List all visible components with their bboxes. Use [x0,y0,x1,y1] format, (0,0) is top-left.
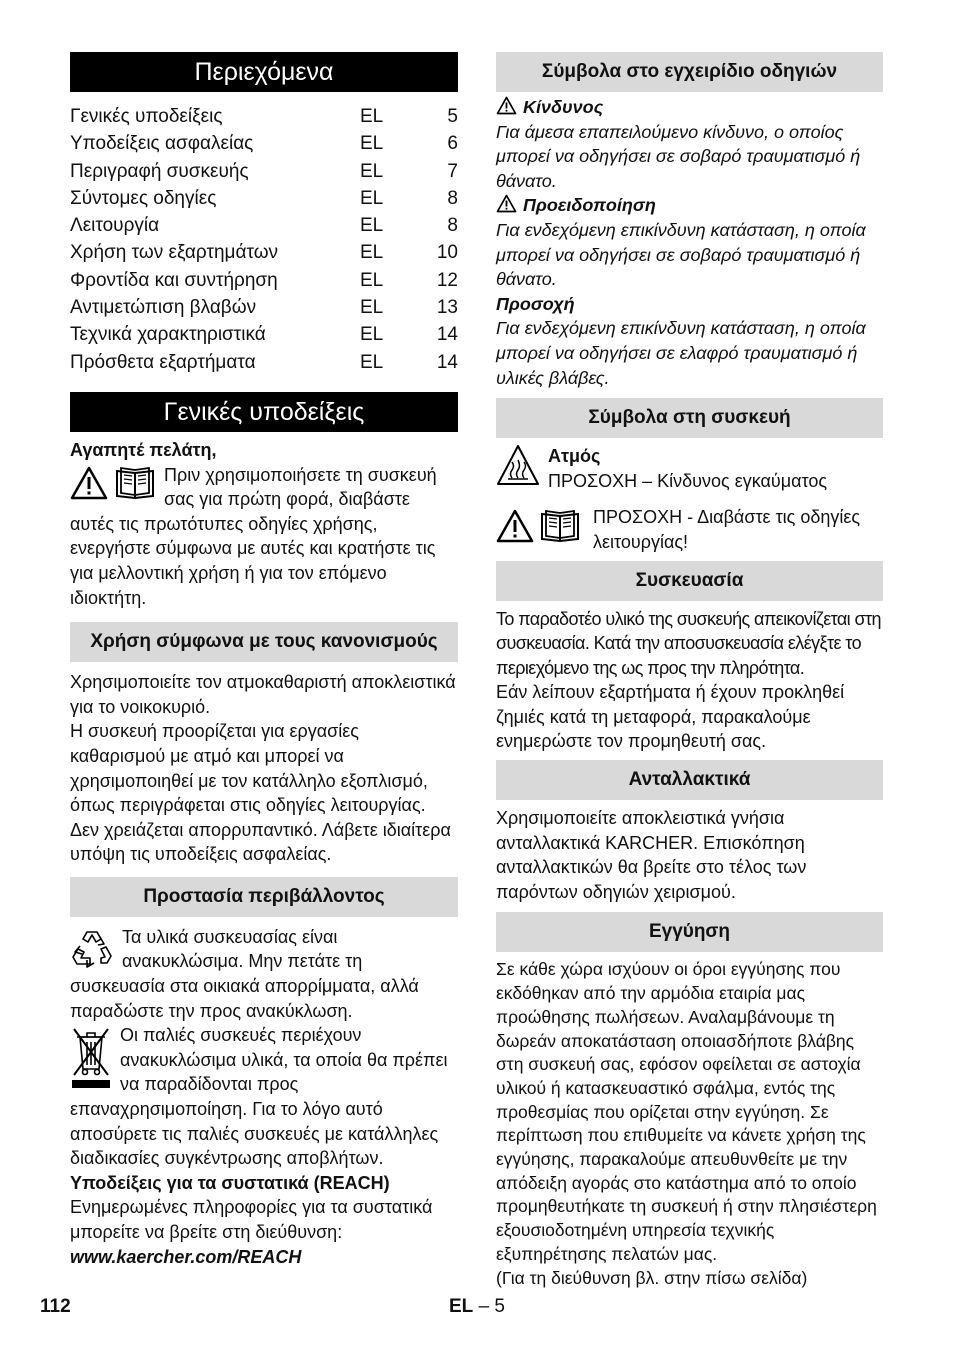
toc-entry-title: Φροντίδα και συντήρηση [70,269,278,291]
intended-use-p1: Χρησιμοποιείτε τον ατμοκαθαριστή αποκλειστικά για το νοικοκυριό. [70,672,456,717]
toc-entry-title: Λειτουργία [70,215,160,237]
toc-entry-page: 14 [436,351,458,373]
toc-entry-page: 7 [447,160,458,182]
toc-row[interactable] [70,267,458,294]
danger-label: Κίνδυνος [523,97,604,117]
toc-entry-page: 5 [447,106,458,127]
toc-entry-page: 6 [447,133,458,155]
toc-title: Περιεχόμενα [70,52,458,92]
steam-symbol-row [496,444,883,493]
toc-entry-lang: EL [360,242,384,264]
recycle-block [70,925,458,1023]
warning-triangle-icon [496,509,534,554]
recycle-text: Τα υλικά συσκευασίας είναι ανακυκλώσιμα. Μην πετάτε τη συσκευασία στα οικιακά απορρίμματα, αλλά παραδώστε την προς ανακύκλωση. [70,926,419,1021]
caution-text: Για ενδεχόμενη επικίνδυνη κατάσταση, η οποία μπορεί να οδηγήσει σε ελαφρό τραυματισμό ή υλικές βλάβες. [496,318,866,388]
manual-book-icon [539,509,581,554]
footer-lang: EL [449,1296,474,1317]
intro-block [70,463,458,611]
warning-label-line [496,193,883,218]
toc-entry-page: 14 [436,324,458,346]
toc-entry-lang: EL [360,133,384,155]
toc-row[interactable] [70,103,458,130]
toc-entry-page: 13 [436,297,458,319]
warranty-title: Εγγύηση [496,912,883,952]
danger-text: Για άμεσα επαπειλούμενο κίνδυνο, ο οποίος μπορεί να οδηγήσει σε σοβαρό τραυματισμό ή θάνατο. [496,121,861,191]
spare-parts-text: Χρησιμοποιείτε αποκλειστικά γνήσια ανταλλακτικά KARCHER. Επισκόπηση ανταλλακτικών θα βρείτε στο τέλος των παρόντων οδηγιών χειρισμού. [496,808,807,902]
toc-entry-page: 10 [436,242,458,264]
spare-parts-title: Ανταλλακτικά [496,760,883,800]
steam-text: ΠΡΟΣΟΧΗ – Κίνδυνος εγκαύματος [548,470,828,491]
disposal-text: Οι παλιές συσκευές περιέχουν ανακυκλώσιμα υλικά, τα οποία θα πρέπει να παραδίδονται προς επαναχρησιμοποίηση. Για το λόγο αυτό αποσύρετε τις παλιές συσκευές με κατάλληλες διαδικασίες συγκέντρωσης αποβλήτων. [70,1025,448,1169]
packaging-p2: Εάν λείπουν εξαρτήματα ή έχουν προκληθεί ζημιές κατά τη μεταφορά, παρακαλούμε ενημερώστε τον προμηθευτή σας. [496,682,845,752]
toc-entry-lang: EL [360,351,384,373]
disposal-block [70,1023,458,1171]
toc-entry-page: 12 [436,269,458,291]
steam-label: Ατμός [548,446,601,467]
toc-entry-title: Σύντομες οδηγίες [70,187,217,209]
toc-row[interactable] [70,185,458,212]
toc-entry-lang: EL [360,160,384,182]
greeting: Αγαπητέ πελάτη, [70,439,217,460]
toc-entry-lang: EL [360,324,384,346]
toc-entry-title: Υποδείξεις ασφαλείας [70,133,254,155]
toc-row[interactable] [70,212,458,239]
footer-section-page: – 5 [478,1296,505,1317]
toc-row[interactable] [70,349,458,376]
warning-label: Προειδοποίηση [523,195,656,216]
packaging-title: Συσκευασία [496,561,883,601]
warranty-note: (Για τη διεύθυνση βλ. στην πίσω σελίδα) [496,1267,808,1288]
page-number: 112 [40,1296,71,1317]
crossed-bin-icon [70,1025,112,1089]
toc-row[interactable] [70,239,458,266]
warning-triangle-icon [70,466,108,500]
reach-title: Υποδείξεις για τα συστατικά (REACH) [70,1172,390,1193]
toc-entry-title: Τεχνικά χαρακτηριστικά [70,324,266,346]
environment-title: Προστασία περιβάλλοντος [70,877,458,917]
intended-use-p2: Η συσκευή προορίζεται για εργασίες καθαρισμού με ατμό και μπορεί να χρησιμοποιηθεί με τον κατάλληλο εξοπλισμό, όπως περιγράφεται στις οδηγίες λειτουργίας. Δεν χρειάζεται απορρυπαντικό. Λάβετε ιδιαίτερα υπόψη τις υποδείξεις ασφαλείας. [70,721,451,865]
toc-row[interactable] [70,294,458,321]
toc-entry-title: Γενικές υποδείξεις [70,106,223,127]
toc-entry-title: Περιγραφή συσκευής [70,160,249,182]
intro-text: Πριν χρησιμοποιήσετε τη συσκευή σας για πρώτη φορά, διαβάστε αυτές τις πρωτότυπες οδηγίες χρήσης, ενεργήστε σύμφωνα με αυτές και κρατήστε τις για μελλοντική χρήση ή για τον επόμενο ιδιοκτήτη. [70,464,437,608]
toc-entry-page: 8 [447,187,458,209]
warning-triangle-icon [496,96,517,115]
reach-text: Ενημερωμένες πληροφορίες για τα συστατικά μπορείτε να βρείτε στη διεύθυνση: [70,1197,433,1242]
general-title: Γενικές υποδείξεις [70,392,458,432]
toc-row[interactable] [70,158,458,185]
read-manual-row [496,505,883,554]
manual-symbols-title: Σύμβολα στο εγχειρίδιο οδηγιών [496,52,883,92]
footer-section [449,1296,505,1318]
recycling-icon [70,927,114,969]
caution-label: Προσοχή [496,293,575,314]
toc-entry-lang: EL [360,215,384,237]
toc-entry-lang: EL [360,269,384,291]
steam-hazard-icon [496,444,540,493]
toc-list [70,103,458,376]
toc-entry-lang: EL [360,297,384,319]
warranty-text: Σε κάθε χώρα ισχύουν οι όροι εγγύησης που εκδόθηκαν από την αρμόδια εταιρία μας προώθησης πωλήσεων. Αναλαμβάνουμε τη δωρεάν αποκατάσταση οποιασδήποτε βλάβης στη συσκευή σας, εφόσον οφείλεται σε αστοχία υλικού ή κατασκευαστικό σφάλμα, εντός της προθεσμίας που ορίζεται στην εγγύηση. Σε περίπτωση που επιθυμείτε να κάνετε χρήση της εγγύησης, παρακαλούμε απευθυνθείτε με την απόδειξη αγοράς στο κατάστημα από το οποίο προμηθευτήκατε τη συσκευή ή στην πλησιέστερη εξουσιοδοτημένη υπηρεσία τεχνικής εξυπηρέτησης πελατών μας. [496,959,877,1264]
toc-entry-title: Πρόσθετα εξαρτήματα [70,351,256,373]
toc-entry-title: Χρήση των εξαρτημάτων [70,242,279,264]
steam-symbol-texts [548,444,827,493]
right-column [496,52,883,1290]
toc-entry-page: 8 [447,215,458,237]
reach-url[interactable]: www.kaercher.com/REACH [70,1246,302,1267]
left-column [70,52,458,1269]
intended-use-title: Χρήση σύμφωνα με τους κανονισμούς [70,622,458,662]
device-symbols-title: Σύμβολα στη συσκευή [496,398,883,438]
warning-triangle-icon [496,194,517,213]
toc-entry-lang: EL [360,106,384,127]
toc-row[interactable] [70,321,458,348]
intro-icons [70,466,156,500]
toc-entry-title: Αντιμετώπιση βλαβών [70,297,257,319]
danger-label-line [496,95,883,120]
read-manual-icons [496,509,581,554]
toc-entry-lang: EL [360,187,384,209]
toc-row[interactable] [70,130,458,157]
packaging-p1: Το παραδοτέο υλικό της συσκευής απεικονίζεται στη συσκευασία. Κατά την αποσυσκευασία ελέγξτε το περιεχόμενο της ως προς την πληρότητα. [496,608,881,678]
manual-book-icon [114,466,156,500]
warning-text: Για ενδεχόμενη επικίνδυνη κατάσταση, η οποία μπορεί να οδηγήσει σε σοβαρό τραυματισμό ή θάνατο. [496,219,866,290]
read-manual-text: ΠΡΟΣΟΧΗ - Διαβάστε τις οδηγίες λειτουργίας! [593,507,861,552]
